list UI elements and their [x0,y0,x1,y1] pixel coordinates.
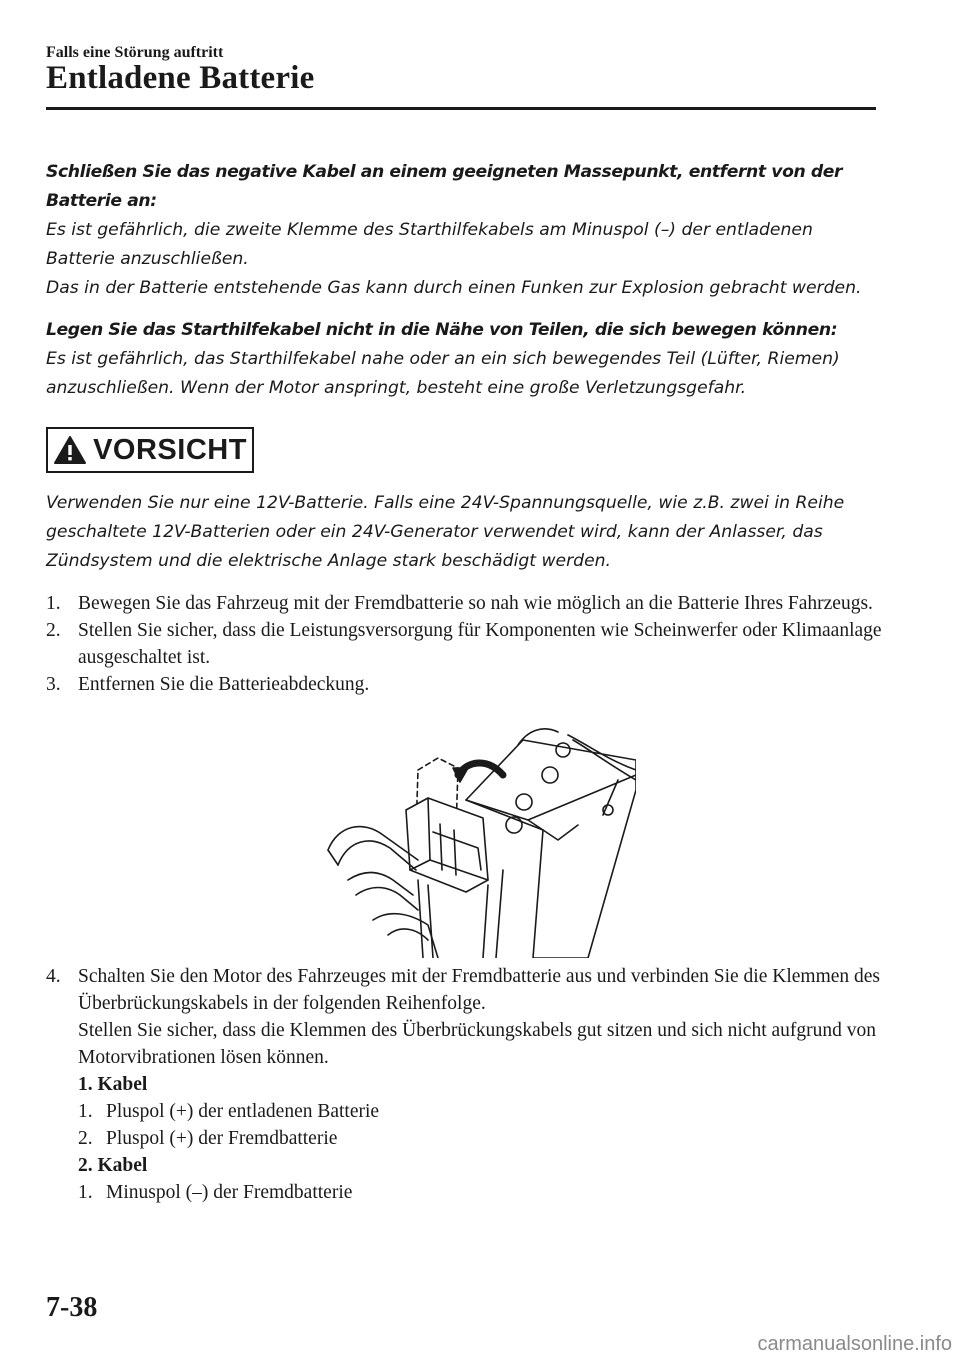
page-number: 7-38 [46,1292,98,1323]
sub-list-item [78,1098,886,1125]
warning-heading: Schließen Sie das negative Kabel an einem geeigneten Massepunkt, entfernt von der Batterie an: [46,162,843,211]
warning-text: Es ist gefährlich, das Starthilfekabel nahe oder an ein sich bewegendes Teil (Lüfter, Riemen) anzuschließen. Wenn der Motor anspringt, besteht eine große Verletzungsgefahr. [46,349,840,398]
warning-triangle-icon [53,435,87,465]
step-text: Entfernen Sie die Batterieabdeckung. [78,674,370,695]
sub-text: Pluspol (+) der entladenen Batterie [106,1101,380,1122]
title-rule [46,107,876,110]
step-text: Stellen Sie sicher, dass die Leistungsversorgung für Komponenten wie Scheinwerfer oder Klimaanlage ausgeschaltet ist. [78,620,882,668]
step-text: Schalten Sie den Motor des Fahrzeuges mit der Fremdbatterie aus und verbinden Sie die Klemmen des Überbrückungskabels in der folgenden Reihenfolge. [78,966,881,1014]
list-item [46,590,886,617]
section-label: Falls eine Störung auftritt [46,44,224,61]
step-content [78,963,886,1206]
warning-heading: Legen Sie das Starthilfekabel nicht in die Nähe von Teilen, die sich bewegen können: [46,320,838,340]
sub-number: 2. [78,1128,93,1149]
instruction-list-continued [46,963,886,1206]
step-number: 4. [46,966,61,987]
warning-text: Es ist gefährlich, die zweite Klemme des Starthilfekabels am Minuspol (–) der entladenen Batterie anzuschließen. [46,220,813,269]
sub-list-item [78,1125,886,1152]
step-text: Bewegen Sie das Fahrzeug mit der Fremdbatterie so nah wie möglich an die Batterie Ihres Fahrzeugs. [78,593,873,614]
list-item [46,963,886,1206]
caution-label: VORSICHT [93,433,247,466]
sub-number: 1. [78,1182,93,1203]
sub-text: Minuspol (–) der Fremdbatterie [106,1182,353,1203]
step-number: 3. [46,674,61,695]
page-title: Entladene Batterie [46,60,315,96]
step-number: 2. [46,620,61,641]
watermark: carmanualsonline.info [757,1333,952,1355]
sub-number: 1. [78,1101,93,1122]
caution-box [46,427,254,473]
sub-text: Pluspol (+) der Fremdbatterie [106,1128,338,1149]
warning-block-moving-parts [46,316,886,403]
step-text: Stellen Sie sicher, dass die Klemmen des Überbrückungskabels gut sitzen und sich nicht aufgrund von Motorvibrationen lösen können. [78,1020,877,1068]
battery-cover-illustration [318,720,636,958]
sub-list-item [78,1179,886,1206]
caution-text: Verwenden Sie nur eine 12V-Batterie. Falls eine 24V-Spannungsquelle, wie z.B. zwei in Reihe geschaltete 12V-Batterien oder ein 24V-Generator verwendet wird, kann der Anlasser, das Zündsystem und die elektrische Anlage stark beschädigt werden. [46,493,845,571]
instruction-list [46,590,886,698]
warning-block-ground [46,158,886,303]
step-number: 1. [46,593,61,614]
list-item [46,671,886,698]
list-item [46,617,886,671]
cable-heading: 1. Kabel [78,1074,148,1095]
cable-heading: 2. Kabel [78,1155,148,1176]
warning-text: Das in der Batterie entstehende Gas kann durch einen Funken zur Explosion gebracht werden. [46,278,862,298]
